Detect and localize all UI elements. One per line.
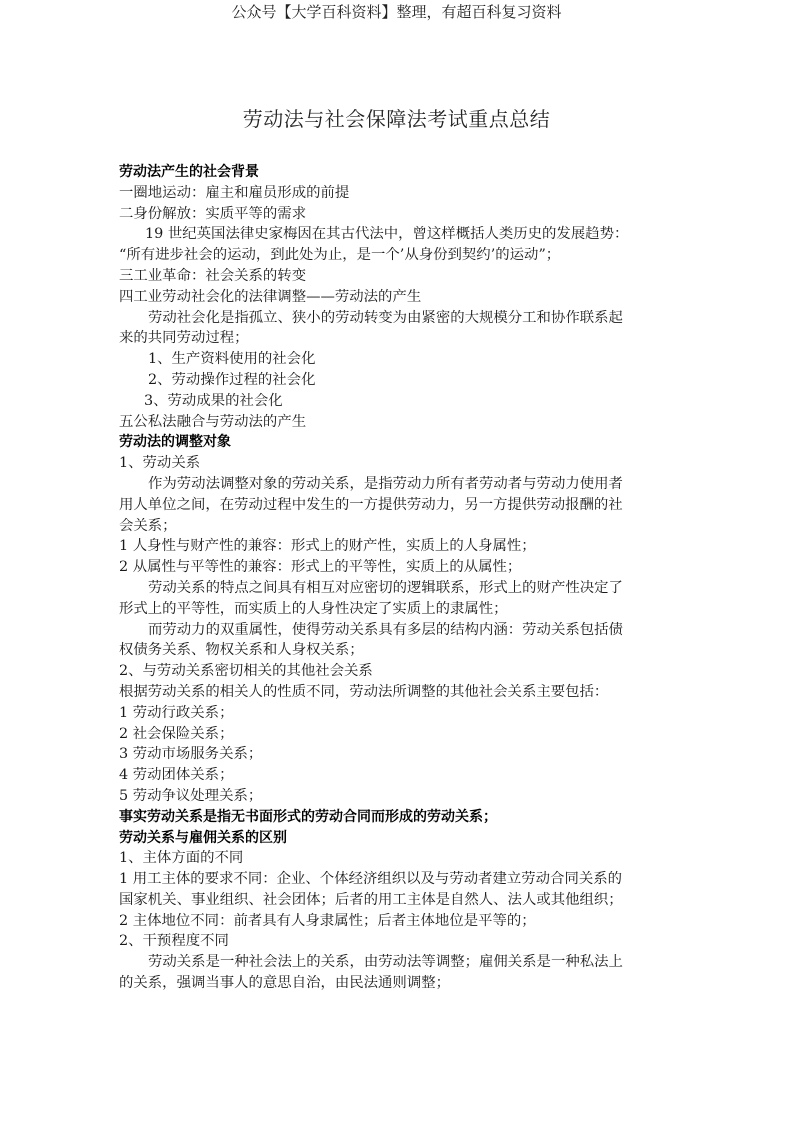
list-item: 2、劳动操作过程的社会化: [148, 371, 316, 388]
paragraph-line: 的关系，强调当事人的意思自治，由民法通则调整；: [119, 975, 450, 992]
list-item: 3、劳动成果的社会化: [144, 392, 283, 409]
paragraph-line: 国家机关、事业组织、社会团体；后者的用工主体是自然人、法人或其他组织；: [119, 891, 623, 908]
paragraph-line: 作为劳动法调整对象的劳动关系，是指劳动力所有者劳动者与劳动力使用者: [148, 475, 623, 492]
paragraph-line: 形式上的平等性，而实质上的人身性决定了实质上的隶属性；: [119, 600, 508, 617]
section-heading: 劳动关系与雇佣关系的区别: [119, 829, 287, 846]
paragraph-line: 1、主体方面的不同: [119, 850, 244, 867]
paragraph-line: 2、与劳动关系密切相关的其他社会关系: [119, 663, 373, 680]
list-item: 2 从属性与平等性的兼容：形式上的平等性，实质上的从属性；: [119, 559, 522, 576]
list-item: 1 人身性与财产性的兼容：形式上的财产性，实质上的人身属性；: [119, 538, 536, 555]
paragraph-line: 三工业革命：社会关系的转变: [119, 267, 307, 284]
document-title: 劳动法与社会保障法考试重点总结: [242, 107, 551, 131]
list-item: 2 社会保险关系；: [119, 725, 234, 742]
paragraph-line: 五公私法融合与劳动法的产生: [119, 413, 307, 430]
document-body: [119, 162, 679, 994]
list-item: 4 劳动团体关系；: [119, 767, 234, 784]
paragraph-line: 权债务关系、物权关系和人身权关系；: [119, 642, 364, 659]
paragraph-line: “所有进步社会的运动，到此处为止，是一个’从身份到契约’的运动”；: [119, 247, 561, 264]
list-item: 2 主体地位不同：前者具有人身隶属性；后者主体地位是平等的；: [119, 912, 536, 929]
paragraph-line: 会关系；: [119, 517, 177, 534]
paragraph-line: 根据劳动关系的相关人的性质不同，劳动法所调整的其他社会关系主要包括：: [119, 683, 609, 700]
paragraph-line: 用人单位之间，在劳动过程中发生的一方提供劳动力，另一方提供劳动报酬的社: [119, 496, 623, 513]
paragraph-line: 2、干预程度不同: [119, 933, 229, 950]
list-item: 1、生产资料使用的社会化: [148, 351, 316, 368]
section-heading: 劳动法的调整对象: [119, 434, 231, 451]
list-item: 3 劳动市场服务关系；: [119, 746, 263, 763]
paragraph-line: 19 世纪英国法律史家梅因在其古代法中，曾这样概括人类历史的发展趋势：: [145, 226, 629, 243]
section-heading: 事实劳动关系是指无书面形式的劳动合同而形成的劳动关系；: [119, 808, 497, 825]
paragraph-line: 而劳动力的双重属性，使得劳动关系具有多层的结构内涵：劳动关系包括债: [148, 621, 623, 638]
list-item: 1 劳动行政关系；: [119, 704, 234, 721]
paragraph-line: 劳动社会化是指孤立、狭小的劳动转变为由紧密的大规模分工和协作联系起: [148, 309, 623, 326]
paragraph-line: 劳动关系是一种社会法上的关系，由劳动法等调整；雇佣关系是一种私法上: [148, 954, 623, 971]
paragraph-line: 二身份解放：实质平等的需求: [119, 205, 307, 222]
paragraph-line: 来的共同劳动过程；: [119, 330, 249, 347]
section-heading: 劳动法产生的社会背景: [119, 164, 259, 180]
paragraph-line: 劳动关系的特点之间具有相互对应密切的逻辑联系，形式上的财产性决定了: [148, 579, 623, 596]
paragraph-line: 一圈地运动：雇主和雇员形成的前提: [119, 184, 350, 201]
paragraph-line: 1、劳动关系: [119, 455, 201, 472]
paragraph-line: 四工业劳动社会化的法律调整——劳动法的产生: [119, 288, 422, 305]
list-item: 1 用工主体的要求不同：企业、个体经济组织以及与劳动者建立劳动合同关系的: [119, 871, 623, 888]
page-header-watermark: 公众号【大学百科资料】整理，有超百科复习资料: [231, 3, 562, 21]
list-item: 5 劳动争议处理关系；: [119, 787, 263, 804]
